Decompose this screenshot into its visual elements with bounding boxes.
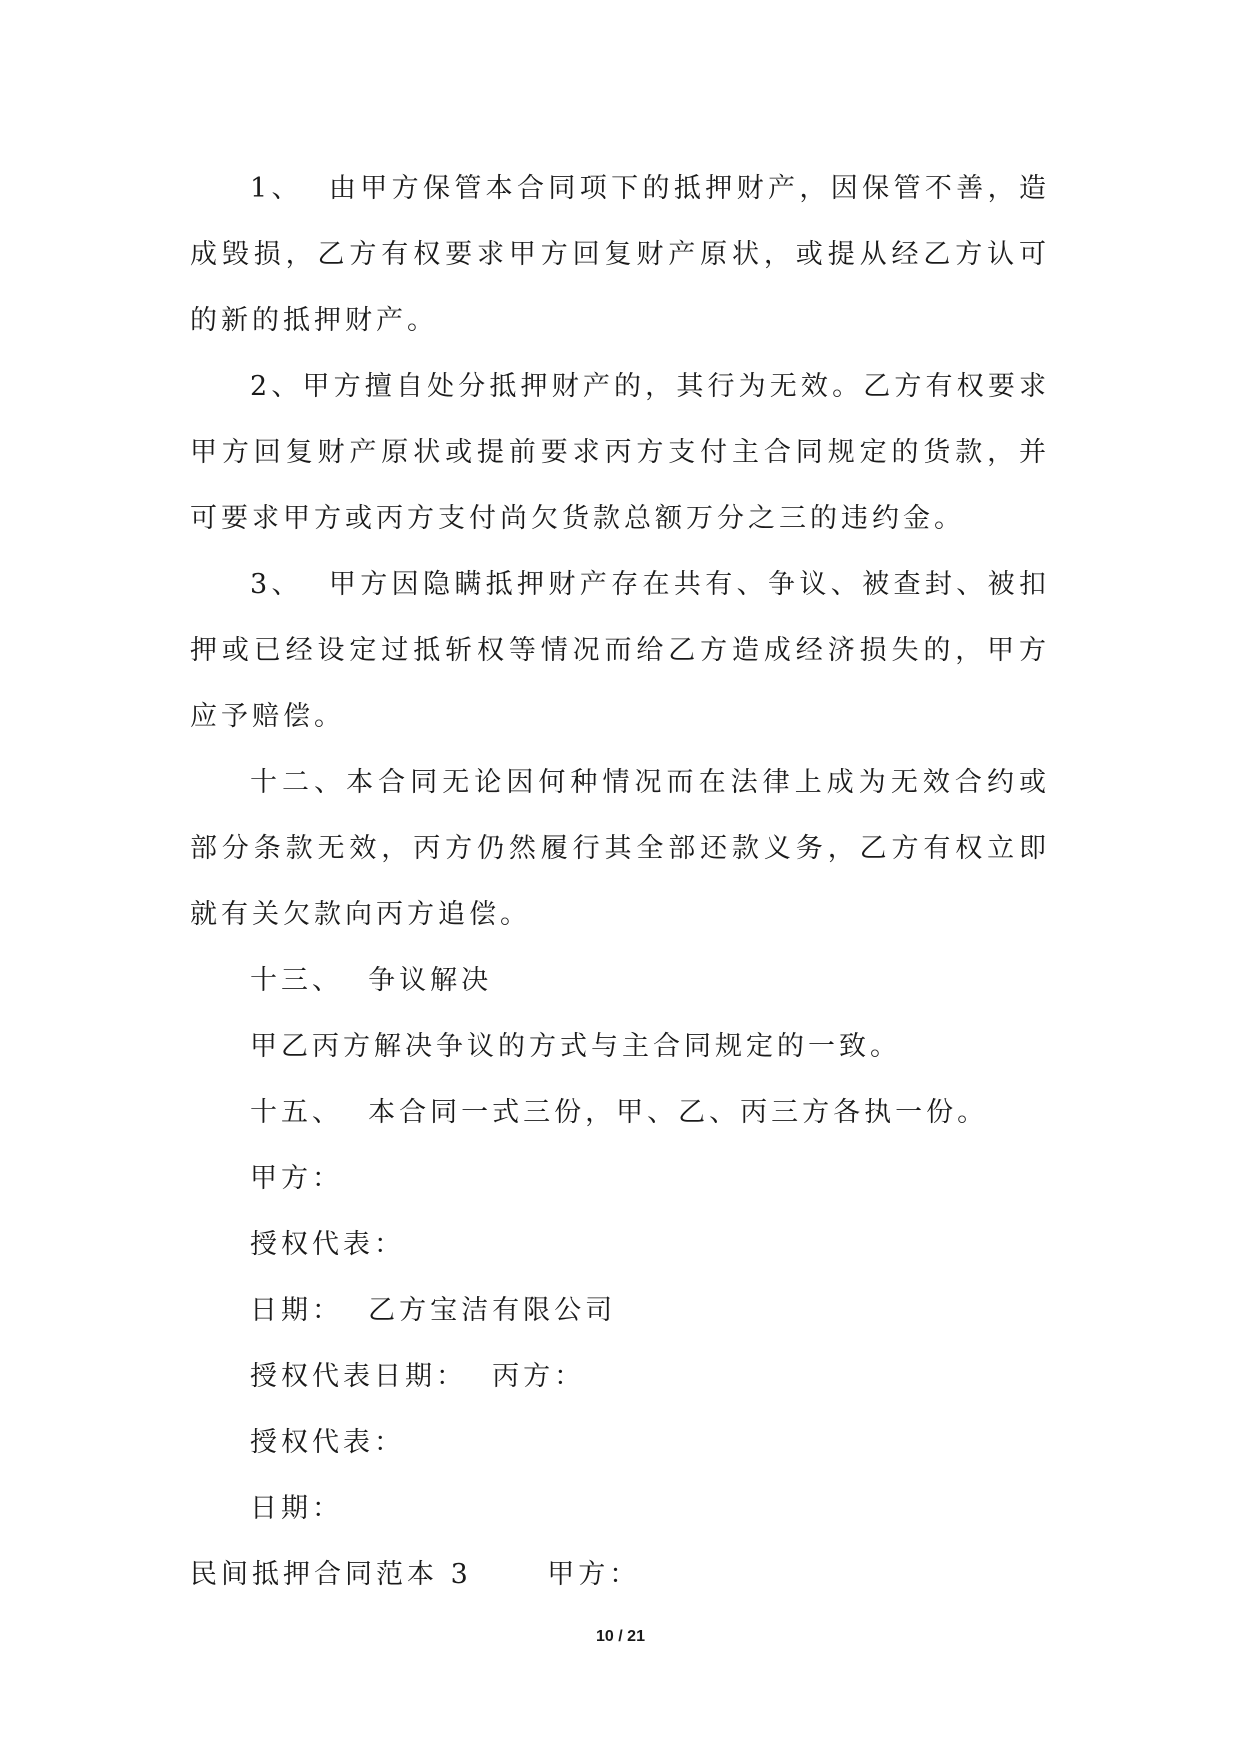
clause-3-paragraph: 3、 甲方因隐瞒抵押财产存在共有、争议、被查封、被扣押或已经设定过抵斩权等情况而给乙方造成经济损失的，甲方应予赔偿。: [190, 569, 1050, 732]
clause-2-paragraph: 2、甲方擅自处分抵押财产的，其行为无效。乙方有权要求甲方回复财产原状或提前要求丙方支付主合同规定的货款，并可要求甲方或丙方支付尚欠货款总额万分之三的违约金。: [190, 371, 1050, 534]
representative-date-party-c-line: 授权代表日期： 丙方：: [250, 1361, 586, 1392]
authorized-representative-label-2: 授权代表：: [250, 1427, 405, 1458]
article-15-paragraph: 十五、 本合同一式三份，甲、乙、丙三方各执一份。: [250, 1097, 989, 1128]
date-label: 日期：: [250, 1493, 343, 1524]
party-a-label: 甲方：: [250, 1163, 343, 1194]
authorized-representative-label: 授权代表：: [250, 1229, 405, 1260]
clause-1-paragraph: 1、 由甲方保管本合同项下的抵押财产，因保管不善，造成毁损，乙方有权要求甲方回复财产原状，或提从经乙方认可的新的抵押财产。: [190, 173, 1050, 336]
article-13-heading: 十三、 争议解决: [250, 965, 493, 996]
contract-sample-heading: 民间抵押合同范本 3 甲方：: [190, 1559, 641, 1590]
document-body: [190, 156, 1050, 1608]
page-number: 10 / 21: [596, 1628, 645, 1645]
dispute-resolution-paragraph: 甲乙丙方解决争议的方式与主合同规定的一致。: [250, 1031, 901, 1062]
date-party-b-line: 日期： 乙方宝洁有限公司: [250, 1295, 617, 1326]
article-12-paragraph: 十二、本合同无论因何种情况而在法律上成为无效合约或部分条款无效，丙方仍然履行其全部还款义务，乙方有权立即就有关欠款向丙方追偿。: [190, 767, 1050, 930]
